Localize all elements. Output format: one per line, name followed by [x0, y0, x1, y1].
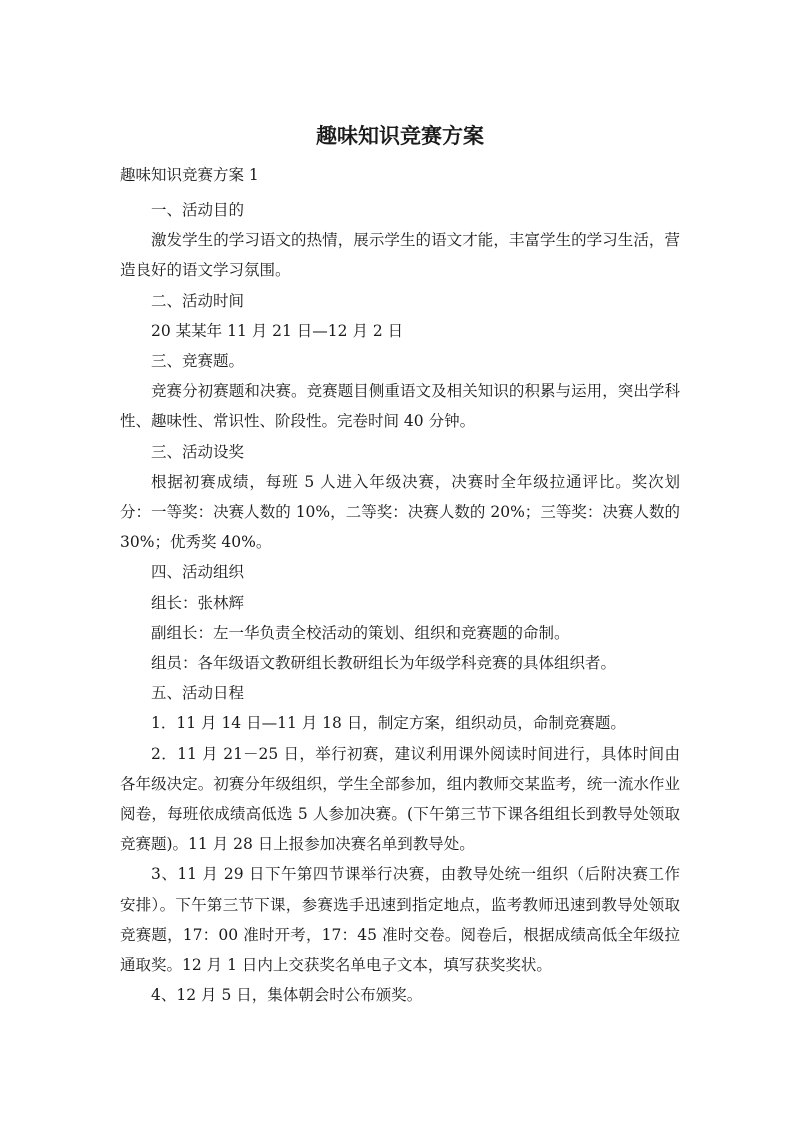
document-body [120, 195, 680, 1010]
section-heading-awards: 三、活动设奖 [151, 442, 245, 461]
section-heading-questions: 三、竞赛题。 [151, 352, 245, 371]
schedule-item-3: 3、11 月 29 日下午第四节课举行决赛，由教导处统一组织（后附决赛工作安排）。下午第三节下课，参赛选手迅速到指定地点，监考教师迅速到教导处领取竞赛题，17：00 准时开考，17：45 准时交卷。阅卷后，根据成绩高低全年级拉通取奖。12 月 1 日内上交获奖名单电子文本，填写获奖奖状。 [120, 865, 680, 975]
paragraph-questions: 竞赛分初赛题和决赛。竞赛题目侧重语文及相关知识的积累与运用，突出学科性、趣味性、常识性、阶段性。完卷时间 40 分钟。 [120, 382, 680, 431]
schedule-item-1: 1．11 月 14 日—11 月 18 日，制定方案，组织动员，命制竞赛题。 [151, 714, 626, 733]
section-heading-time: 二、活动时间 [151, 291, 245, 310]
paragraph-purpose: 激发学生的学习语文的热情，展示学生的语文才能，丰富学生的学习生活，营造良好的语文学习氛围。 [120, 231, 680, 280]
paragraph-deputy-leader: 副组长：左一华负责全校活动的策划、组织和竞赛题的命制。 [151, 623, 570, 642]
schedule-item-2: 2．11 月 21－25 日，举行初赛，建议利用课外阅读时间进行，具体时间由各年级决定。初赛分年级组织，学生全部参加，组内教师交某监考，统一流水作业阅卷，每班依成绩高低选 5 人参加决赛。(下午第三节下课各组组长到教导处领取竞赛题)。11 月 28 日上报参加决赛名单到教导处。 [120, 744, 680, 854]
section-heading-purpose: 一、活动目的 [151, 201, 245, 219]
document-subtitle: 趣味知识竞赛方案 1 [120, 166, 259, 184]
section-heading-schedule: 五、活动日程 [151, 684, 245, 703]
paragraph-leader: 组长：张林辉 [151, 593, 245, 612]
schedule-item-4: 4、12 月 5 日，集体朝会时公布颁奖。 [151, 986, 423, 1005]
paragraph-time: 20 某某年 11 月 21 日—12 月 2 日 [151, 321, 404, 340]
paragraph-members: 组员：各年级语文教研组长教研组长为年级学科竞赛的具体组织者。 [151, 654, 617, 673]
paragraph-awards: 根据初赛成绩，每班 5 人进入年级决赛，决赛时全年级拉通评比。奖次划分：一等奖：决赛人数的 10%，二等奖：决赛人数的 20%；三等奖：决赛人数的 30%；优秀奖 40%。 [120, 472, 680, 552]
section-heading-organization: 四、活动组织 [151, 563, 245, 582]
document-title: 趣味知识竞赛方案 [316, 124, 484, 148]
